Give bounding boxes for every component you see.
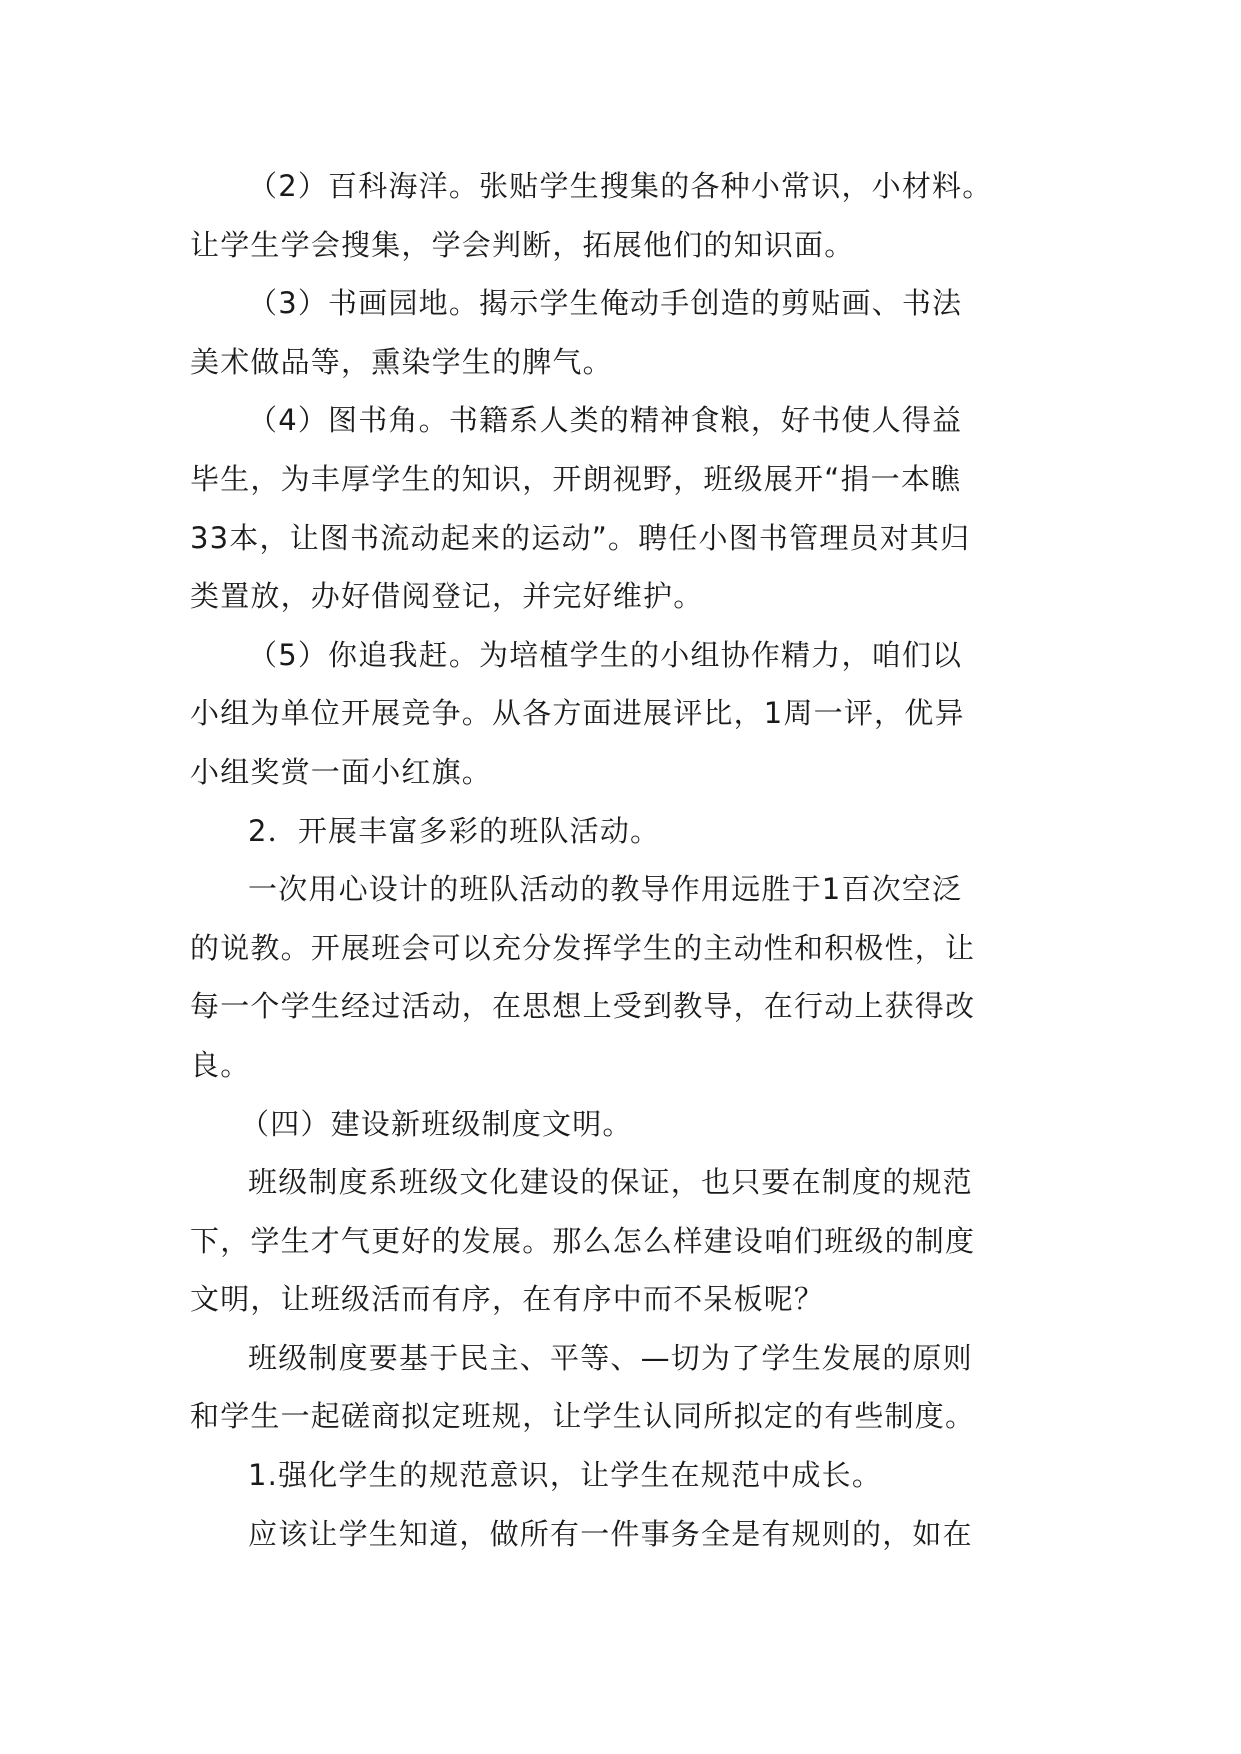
text-line: 毕生，为丰厚学生的知识，开朗视野，班级展开“捐一本瞧 bbox=[190, 461, 962, 496]
text-line: 下，学生才气更好的发展。那么怎么样建设咱们班级的制度 bbox=[190, 1223, 976, 1258]
text-line: 小组奖赏一面小红旗。 bbox=[190, 754, 493, 789]
text-line: 33本，让图书流动起来的运动”。聘任小图书管理员对其归 bbox=[190, 520, 971, 555]
text-line: 良。 bbox=[190, 1047, 251, 1082]
text-line: （3）书画园地。揭示学生俺动手创造的剪贴画、书法 bbox=[248, 286, 963, 321]
text-line: 1.强化学生的规范意识，让学生在规范中成长。 bbox=[248, 1458, 883, 1493]
text-line: 的说教。开展班会可以充分发挥学生的主动性和积极性，让 bbox=[190, 930, 976, 965]
text-line: （4）图书角。书籍系人类的精神食粮，好书使人得益 bbox=[248, 403, 963, 438]
text-line: 班级制度要基于民主、平等、—切为了学生发展的原则 bbox=[248, 1340, 973, 1375]
text-line: 2．开展丰富多彩的班队活动。 bbox=[248, 813, 661, 848]
text-line: 一次用心设计的班队活动的教导作用远胜于1百次空泛 bbox=[248, 872, 963, 907]
text-line: （2）百科海洋。张贴学生搜集的各种小常识，小材料。 bbox=[248, 169, 993, 203]
text-line: 让学生学会搜集，学会判断，拓展他们的知识面。 bbox=[190, 227, 855, 262]
text-line: 类置放，办好借阅登记，并完好维护。 bbox=[190, 579, 704, 614]
text-line: 文明，让班级活而有序，在有序中而不呆板呢？ bbox=[190, 1282, 825, 1317]
text-line: 班级制度系班级文化建设的保证，也只要在制度的规范 bbox=[248, 1165, 973, 1200]
text-line: （5）你追我赶。为培植学生的小组协作精力，咱们以 bbox=[248, 637, 963, 672]
text-line: （四）建设新班级制度文明。 bbox=[240, 1106, 633, 1141]
document-body bbox=[190, 157, 1070, 1563]
text-line: 和学生一起磋商拟定班规，让学生认同所拟定的有些制度。 bbox=[190, 1399, 976, 1434]
text-line: 每一个学生经过活动，在思想上受到教导，在行动上获得改 bbox=[190, 989, 976, 1024]
text-line: 小组为单位开展竞争。从各方面进展评比，1周一评，优异 bbox=[190, 696, 965, 731]
text-line: 应该让学生知道，做所有一件事务全是有规则的，如在 bbox=[248, 1516, 973, 1551]
text-line: 美术做品等，熏染学生的脾气。 bbox=[190, 344, 613, 379]
